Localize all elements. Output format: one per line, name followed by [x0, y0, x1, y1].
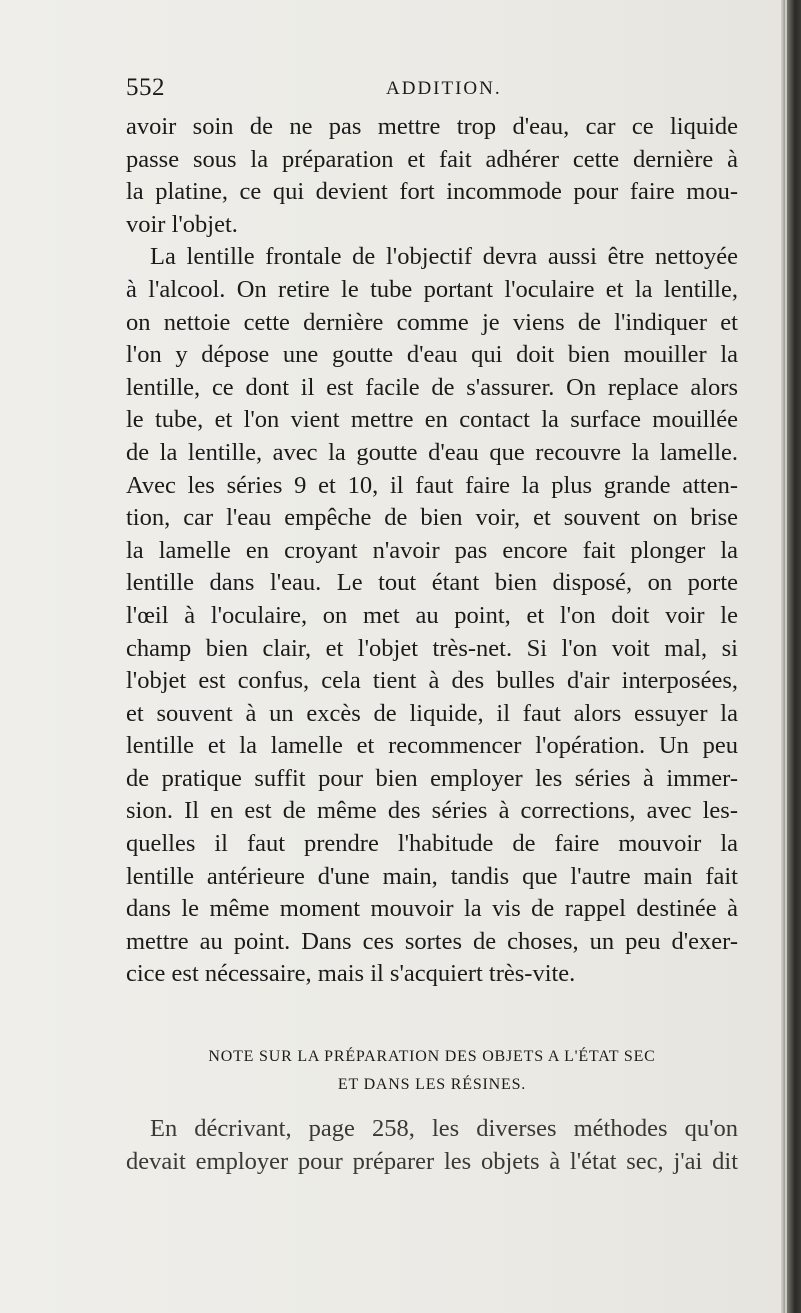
text-line: lentille et la lamelle et recommencer l'opération. Un peu: [126, 732, 738, 760]
main-text-block: [126, 111, 738, 991]
note-heading-line: NOTE SUR LA PRÉPARATION DES OBJETS A L'ÉTAT SEC: [208, 1048, 656, 1065]
text-line: on nettoie cette dernière comme je viens de l'indiquer et: [126, 308, 738, 336]
text-line: dans le même moment mouvoir la vis de rappel destinée à: [126, 895, 738, 923]
note-heading-line: ET DANS LES RÉSINES.: [337, 1076, 527, 1093]
text-line: et souvent à un excès de liquide, il faut alors essuyer la: [126, 699, 738, 727]
text-line: l'objet est confus, cela tient à des bulles d'air interposées,: [126, 667, 738, 695]
text-line: lentille, ce dont il est facile de s'assurer. On replace alors: [126, 373, 738, 401]
text-line: de pratique suffit pour bien employer les séries à immer-: [126, 764, 738, 792]
text-line: lentille dans l'eau. Le tout étant bien disposé, on porte: [126, 569, 738, 597]
text-line: sion. Il en est de même des séries à corrections, avec les-: [126, 797, 738, 825]
text-line: Avec les séries 9 et 10, il faut faire la plus grande atten-: [126, 471, 738, 499]
text-line: la lamelle en croyant n'avoir pas encore fait plonger la: [126, 536, 738, 564]
text-line: de la lentille, avec la goutte d'eau que recouvre la lamelle.: [126, 438, 738, 466]
note-heading: [126, 1043, 738, 1099]
text-line: quelles il faut prendre l'habitude de faire mouvoir la: [126, 830, 738, 858]
text-line: devait employer pour préparer les objets à l'état sec, j'ai dit: [126, 1147, 738, 1175]
text-line: l'on y dépose une goutte d'eau qui doit bien mouiller la: [126, 341, 738, 369]
text-line: lentille antérieure d'une main, tandis que l'autre main fait: [126, 862, 738, 890]
text-line: avoir soin de ne pas mettre trop d'eau, car ce liquide: [126, 113, 738, 140]
text-line: à l'alcool. On retire le tube portant l'oculaire et la lentille,: [126, 275, 738, 303]
text-line: le tube, et l'on vient mettre en contact la surface mouillée: [126, 406, 738, 434]
text-line: voir l'objet.: [126, 210, 238, 238]
text-line: l'œil à l'oculaire, on met au point, et l'on doit voir le: [126, 601, 738, 629]
text-line: En décrivant, page 258, les diverses méthodes qu'on: [150, 1115, 738, 1142]
text-line: passe sous la préparation et fait adhérer cette dernière à: [126, 145, 738, 173]
page-header: [126, 74, 746, 104]
running-head: ADDITION.: [386, 78, 502, 99]
book-spine-edge: [781, 0, 801, 1313]
text-line: champ bien clair, et l'objet très-net. Si l'on voit mal, si: [126, 634, 738, 662]
text-line: la platine, ce qui devient fort incommode pour faire mou-: [126, 178, 738, 206]
note-text-block: [126, 1113, 738, 1178]
text-line: mettre au point. Dans ces sortes de choses, un peu d'exer-: [126, 927, 738, 955]
text-line: tion, car l'eau empêche de bien voir, et souvent on brise: [126, 504, 738, 532]
page-number: 552: [126, 74, 165, 101]
text-line: La lentille frontale de l'objectif devra aussi être nettoyée: [150, 243, 738, 271]
text-line: cice est nécessaire, mais il s'acquiert très-vite.: [126, 960, 576, 988]
